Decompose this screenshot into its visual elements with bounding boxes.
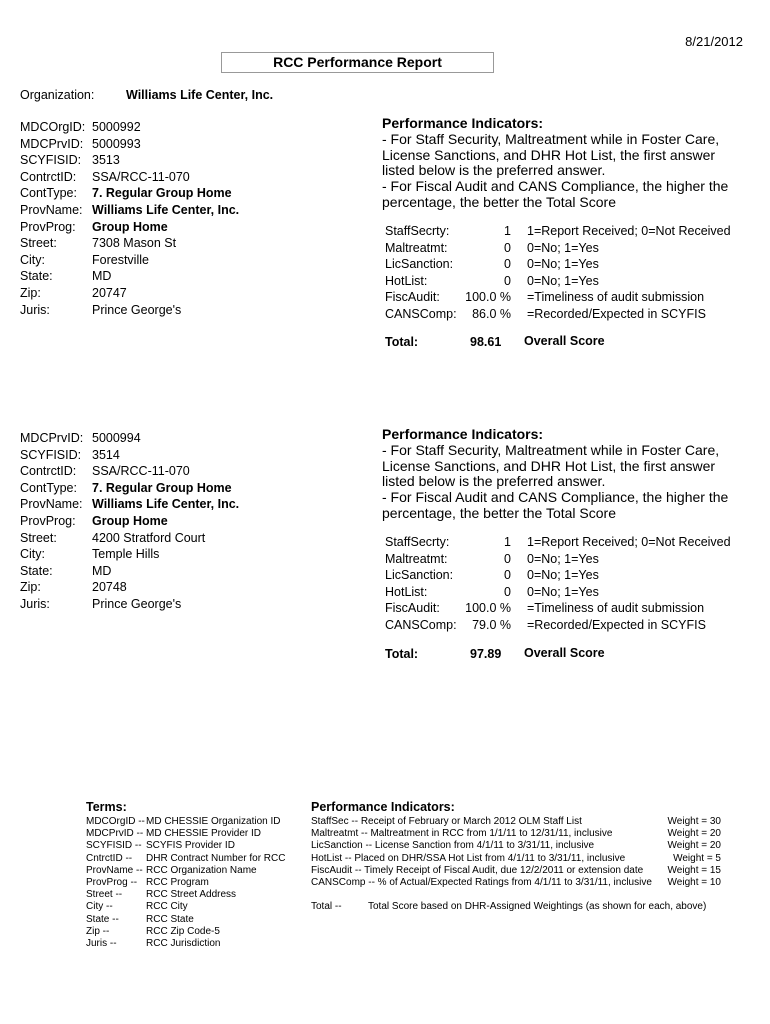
score-row (385, 584, 599, 601)
field-label: MDCPrvID: (20, 431, 84, 445)
perf-legend-gap (311, 889, 721, 901)
term-key: State -- (86, 913, 119, 925)
indicators-line: percentage, the better the Total Score (382, 504, 617, 521)
provider-2-total-value: 97.89 (470, 647, 502, 661)
indicators-header: Performance Indicators: (382, 426, 544, 442)
score-value: 1 (504, 535, 511, 549)
field-label: ProvProg: (20, 513, 76, 528)
score-value: 0 (504, 584, 511, 599)
score-label: HotList: (385, 584, 428, 599)
term-value: RCC Zip Code-5 (146, 925, 220, 937)
perf-legend-text: StaffSec -- Receipt of February or March 2012 OLM Staff List (311, 816, 582, 827)
perf-legend-weight: Weight = 10 (667, 876, 721, 888)
score-description: =Recorded/Expected in SCYFIS (527, 306, 706, 321)
perf-legend-total-value: Total Score based on DHR-Assigned Weightings (as shown for each, above) (368, 901, 707, 913)
field-label: ContType: (20, 186, 77, 201)
term-value: RCC Jurisdiction (146, 937, 221, 949)
perf-legend-weight: Weight = 5 (673, 852, 721, 864)
field-value: 20748 (92, 580, 127, 595)
score-row (385, 600, 705, 617)
term-value: DHR Contract Number for RCC (146, 852, 286, 864)
field-label: MDCOrgID: (20, 120, 86, 134)
score-row (385, 240, 599, 257)
field-value: 4200 Stratford Court (92, 530, 206, 545)
field-value: Williams Life Center, Inc. (92, 202, 240, 217)
field-value: Forestville (92, 252, 149, 267)
indicators-line: - For Staff Security, Maltreatment while in Foster Care, (382, 441, 720, 458)
field-label: ProvProg: (20, 219, 76, 234)
perf-legend-row (311, 828, 721, 840)
perf-legend-title: Performance Indicators: (311, 800, 455, 814)
field-value: 5000992 (92, 120, 141, 134)
score-label: CANSComp: (385, 306, 457, 321)
organization-value: Williams Life Center, Inc. (126, 88, 274, 102)
score-row (385, 306, 706, 323)
score-description: =Recorded/Expected in SCYFIS (527, 617, 706, 632)
field-label: ContrctID: (20, 464, 77, 479)
field-value: 3513 (92, 153, 120, 168)
field-label: City: (20, 547, 45, 562)
score-label: FiscAudit: (385, 601, 440, 616)
perf-legend-row (311, 865, 721, 877)
field-label: ContrctID: (20, 169, 77, 184)
provider-1-scores (385, 223, 731, 323)
term-value: RCC City (146, 901, 188, 913)
provider-1-indicators-text (382, 116, 742, 211)
field-value: Prince George's (92, 302, 182, 317)
field-label: SCYFISID: (20, 447, 82, 462)
term-key: City -- (86, 901, 113, 913)
term-value: MD CHESSIE Organization ID (146, 816, 281, 827)
score-row (385, 551, 599, 568)
perf-legend-weight: Weight = 20 (667, 828, 721, 840)
term-value: MD CHESSIE Provider ID (146, 828, 262, 840)
score-label: StaffSecrty: (385, 224, 450, 238)
score-description: 1=Report Received; 0=Not Received (527, 535, 731, 549)
score-description: 0=No; 1=Yes (527, 568, 599, 583)
term-key: SCYFISID -- (86, 840, 142, 852)
score-row (385, 273, 599, 290)
terms-title: Terms: (86, 800, 127, 814)
field-value: 7. Regular Group Home (92, 480, 232, 495)
score-label: Maltreatmt: (385, 240, 448, 255)
field-label: Street: (20, 530, 57, 545)
perf-legend-weight: Weight = 30 (667, 816, 721, 827)
field-label: SCYFISID: (20, 153, 82, 168)
indicators-header: Performance Indicators: (382, 115, 544, 131)
provider-2-overall-label: Overall Score (524, 646, 605, 660)
score-value: 0 (504, 551, 511, 566)
score-description: 0=No; 1=Yes (527, 240, 599, 255)
score-description: 0=No; 1=Yes (527, 584, 599, 599)
term-key: ProvName -- (86, 864, 143, 876)
field-value: SSA/RCC-11-070 (92, 464, 190, 479)
term-value: SCYFIS Provider ID (146, 840, 235, 852)
score-value: 79.0 % (472, 617, 511, 632)
term-value: RCC Program (146, 876, 209, 888)
score-value: 1 (504, 224, 511, 238)
field-value: Williams Life Center, Inc. (92, 497, 240, 512)
provider-1-total-label: Total: (385, 335, 419, 349)
score-row (385, 617, 706, 634)
score-label: Maltreatmt: (385, 551, 448, 566)
report-title: RCC Performance Report (221, 52, 494, 73)
field-label: ProvName: (20, 497, 83, 512)
indicators-line: - For Fiscal Audit and CANS Compliance, the higher the (382, 489, 729, 506)
field-value: Group Home (92, 219, 168, 234)
field-label: ProvName: (20, 202, 83, 217)
indicators-line: License Sanctions, and DHR Hot List, the first answer (382, 457, 716, 474)
score-value: 0 (504, 568, 511, 583)
score-label: StaffSecrty: (385, 535, 450, 549)
perf-legend-row (311, 816, 721, 828)
score-label: FiscAudit: (385, 290, 440, 305)
field-label: MDCPrvID: (20, 136, 84, 151)
score-description: 1=Report Received; 0=Not Received (527, 224, 731, 238)
field-value: 7308 Mason St (92, 236, 177, 251)
term-value: RCC Street Address (146, 889, 237, 901)
term-key: Juris -- (86, 937, 117, 949)
score-description: 0=No; 1=Yes (527, 257, 599, 272)
perf-legend-row (311, 853, 721, 865)
report-date: 8/21/2012 (685, 34, 743, 49)
score-value: 100.0 % (465, 601, 511, 616)
indicators-line: listed below is the preferred answer. (382, 473, 606, 490)
provider-2-indicators-text (382, 427, 742, 522)
field-label: Zip: (20, 285, 41, 300)
term-value: RCC Organization Name (146, 864, 257, 876)
indicators-line: - For Fiscal Audit and CANS Compliance, the higher the (382, 178, 729, 195)
score-label: LicSanction: (385, 568, 454, 583)
field-value: 20747 (92, 285, 127, 300)
score-label: CANSComp: (385, 617, 457, 632)
perf-legend-text: CANSComp -- % of Actual/Expected Ratings from 4/1/11 to 3/31/11, inclusive (311, 876, 652, 888)
score-row (385, 289, 705, 306)
field-label: City: (20, 252, 45, 267)
indicators-line: License Sanctions, and DHR Hot List, the first answer (382, 146, 716, 163)
provider-1-total-value: 98.61 (470, 335, 502, 349)
score-value: 100.0 % (465, 290, 511, 305)
perf-legend-text: FiscAudit -- Timely Receipt of Fiscal Audit, due 12/2/2011 or extension date (311, 864, 644, 876)
organization-label: Organization: (20, 88, 95, 102)
perf-legend-text: HotList -- Placed on DHR/SSA Hot List from 4/1/11 to 3/31/11, inclusive (311, 852, 626, 864)
field-label: State: (20, 563, 53, 578)
field-value: 3514 (92, 447, 120, 462)
term-key: CntrctID -- (86, 852, 133, 864)
field-label: ContType: (20, 480, 77, 495)
term-key: Zip -- (86, 925, 110, 937)
perf-legend-weight: Weight = 15 (667, 864, 721, 876)
score-row (385, 256, 599, 273)
score-value: 0 (504, 240, 511, 255)
score-label: LicSanction: (385, 257, 454, 272)
indicators-line: percentage, the better the Total Score (382, 193, 617, 210)
field-value: 5000994 (92, 431, 141, 445)
score-description: 0=No; 1=Yes (527, 273, 599, 288)
perf-legend-weight: Weight = 20 (667, 840, 721, 852)
field-label: Zip: (20, 580, 41, 595)
field-value: 7. Regular Group Home (92, 186, 232, 201)
perf-legend-row (311, 840, 721, 852)
score-description: 0=No; 1=Yes (527, 551, 599, 566)
field-value: Prince George's (92, 596, 182, 611)
perf-legend-total-row (311, 901, 721, 913)
field-label: Juris: (20, 302, 50, 317)
provider-1-overall-label: Overall Score (524, 334, 605, 348)
term-key: Street -- (86, 889, 123, 901)
perf-legend-text: LicSanction -- License Sanction from 4/1/11 to 3/31/11, inclusive (311, 840, 595, 852)
field-value: Temple Hills (92, 547, 160, 562)
provider-2-scores (385, 534, 731, 634)
term-value: RCC State (146, 913, 194, 925)
field-value: MD (92, 269, 112, 284)
score-description: =Timeliness of audit submission (527, 601, 705, 616)
field-value: Group Home (92, 513, 168, 528)
score-value: 0 (504, 273, 511, 288)
indicators-line: - For Staff Security, Maltreatment while in Foster Care, (382, 130, 720, 147)
score-label: HotList: (385, 273, 428, 288)
perf-legend-row (311, 877, 721, 889)
field-value: MD (92, 563, 112, 578)
term-key: MDCOrgID -- (86, 816, 145, 827)
field-value: 5000993 (92, 136, 141, 151)
score-value: 0 (504, 257, 511, 272)
score-value: 86.0 % (472, 306, 511, 321)
score-description: =Timeliness of audit submission (527, 290, 705, 305)
score-row (385, 223, 731, 240)
perf-legend-list (311, 816, 721, 913)
score-row (385, 567, 599, 584)
provider-2-total-label: Total: (385, 647, 419, 661)
indicators-line: listed below is the preferred answer. (382, 162, 606, 179)
field-label: Street: (20, 236, 57, 251)
term-key: MDCPrvID -- (86, 828, 144, 840)
field-value: SSA/RCC-11-070 (92, 169, 190, 184)
term-key: ProvProg -- (86, 876, 138, 888)
perf-legend-text: Maltreatmt -- Maltreatment in RCC from 1/1/11 to 12/31/11, inclusive (311, 828, 613, 840)
field-label: Juris: (20, 596, 50, 611)
perf-legend-total-key: Total -- (311, 901, 342, 913)
score-row (385, 534, 731, 551)
field-label: State: (20, 269, 53, 284)
